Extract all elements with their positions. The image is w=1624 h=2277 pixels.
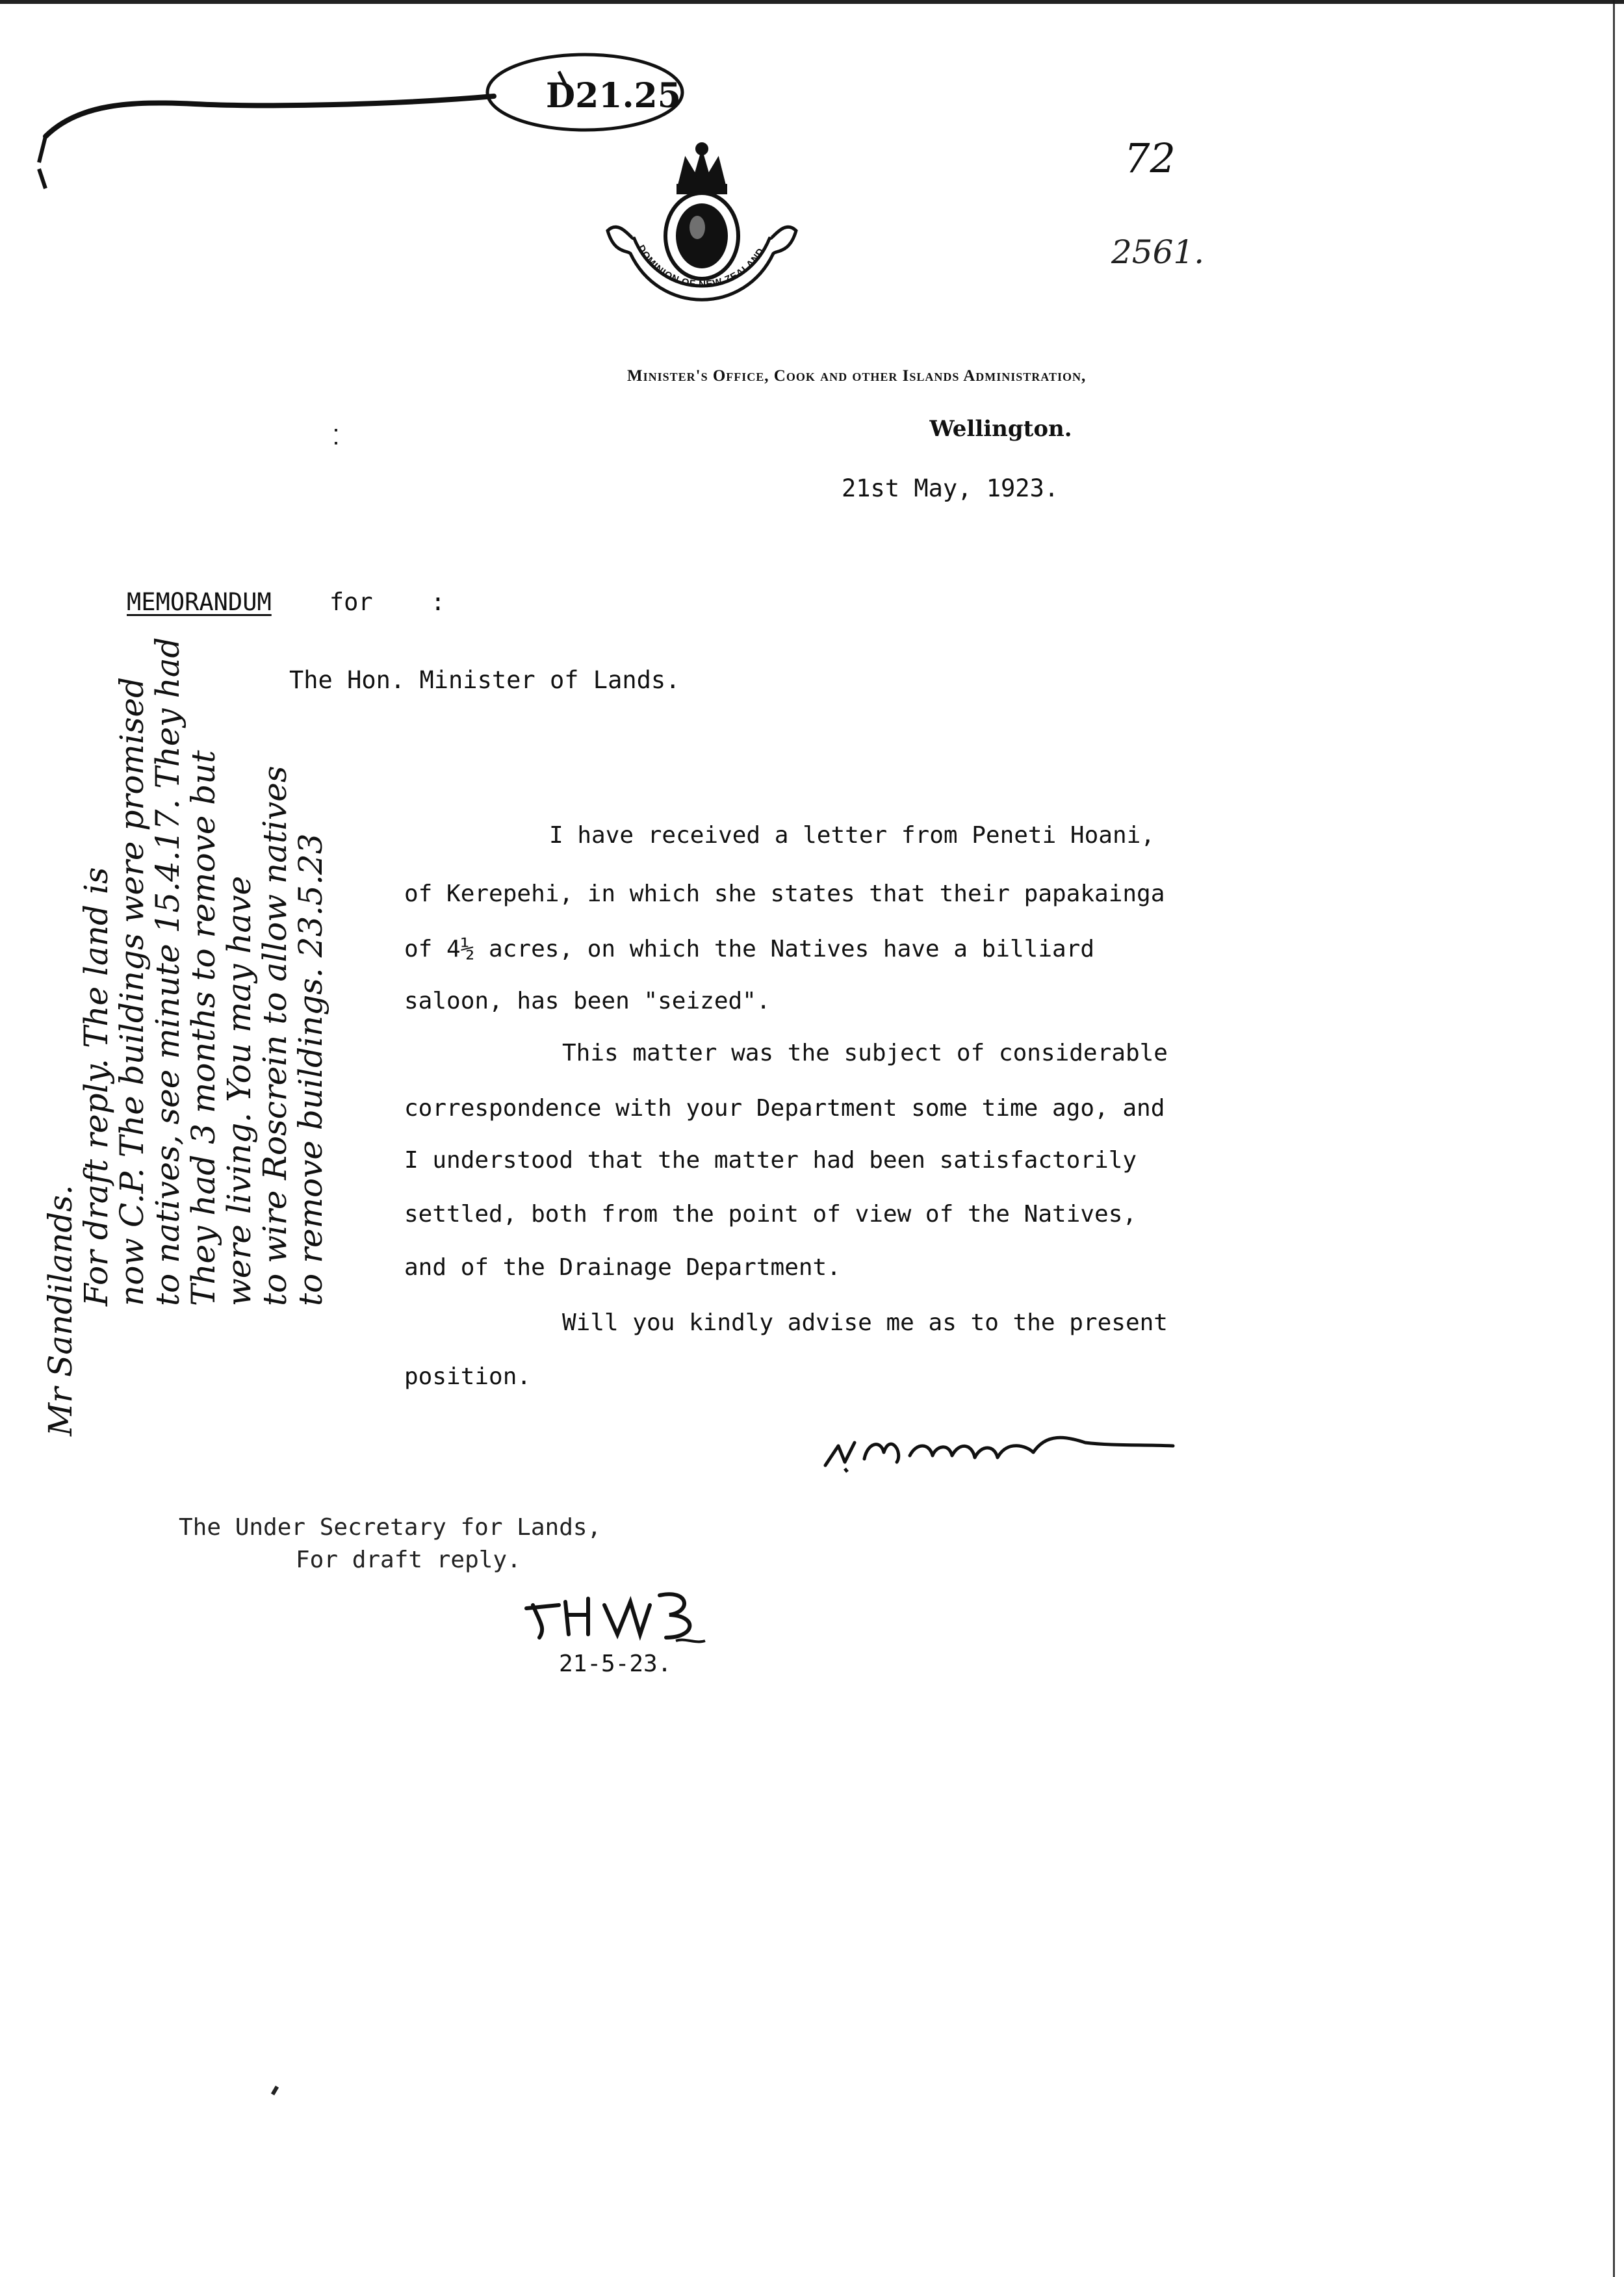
signature-pomare: [819, 1407, 1183, 1485]
stray-mark: [335, 442, 337, 444]
addressee: The Hon. Minister of Lands.: [289, 666, 680, 694]
body-line-6: correspondence with your Department some time ago, and: [404, 1095, 1165, 1122]
body-line-1: I have received a letter from Peneti Hoani,: [549, 822, 1155, 849]
margin-note-text: Mr Sandilands. For draft reply. The land is now C.P. The buildings were promised to natives, see minute 15.4.17. They had They had 3 months to remove but were living. You may have to wire Roscrein to allow natives to remove buildings. 23.5.23: [42, 637, 329, 1436]
body-line-9: and of the Drainage Department.: [404, 1254, 841, 1281]
stray-mark: [271, 2085, 279, 2095]
body-line-3: of 4½ acres, on which the Natives have a billiard: [404, 936, 1095, 962]
memo-heading: [127, 588, 445, 616]
letterhead-ministry: Minister's Office, Cook and other Islands Administration,: [627, 367, 1087, 385]
file-ref-handwriting: [26, 58, 681, 188]
folio-number-handwriting: [1111, 130, 1274, 279]
page-top-edge: [0, 0, 1624, 4]
body-line-5: This matter was the subject of considerable: [562, 1040, 1168, 1066]
body-line-4: saloon, has been "seized".: [404, 988, 771, 1014]
nz-crest-emblem: [595, 140, 809, 315]
body-line-2: of Kerepehi, in which she states that their papakainga: [404, 881, 1165, 907]
forwarding-date: 21-5-23.: [559, 1651, 672, 1677]
forwarding-line-2: For draft reply.: [296, 1547, 521, 1573]
scan-edge-line: [1613, 0, 1615, 2277]
stray-mark: [335, 429, 337, 431]
body-line-11: position.: [404, 1363, 532, 1390]
crest-motto-text: DOMINION OF NEW ZEALAND: [635, 243, 767, 290]
body-line-8: settled, both from the point of view of the Natives,: [404, 1201, 1137, 1228]
letter-date: 21st May, 1923.: [842, 474, 1059, 502]
body-line-7: I understood that the matter had been satisfactorily: [404, 1147, 1137, 1174]
forwarding-line-1: The Under Secretary for Lands,: [179, 1514, 602, 1541]
number-text: 2561.: [1111, 233, 1205, 271]
margin-handwritten-note: [39, 637, 416, 1566]
file-ref-text: D21.25: [546, 76, 681, 116]
folio-text: 72: [1124, 135, 1176, 182]
memo-for: for :: [329, 588, 446, 616]
memo-title: MEMORANDUM: [127, 588, 272, 616]
forwarding-initials: [520, 1576, 728, 1647]
body-line-10: Will you kindly advise me as to the present: [562, 1309, 1168, 1336]
letterhead-place: Wellington.: [929, 416, 1072, 442]
